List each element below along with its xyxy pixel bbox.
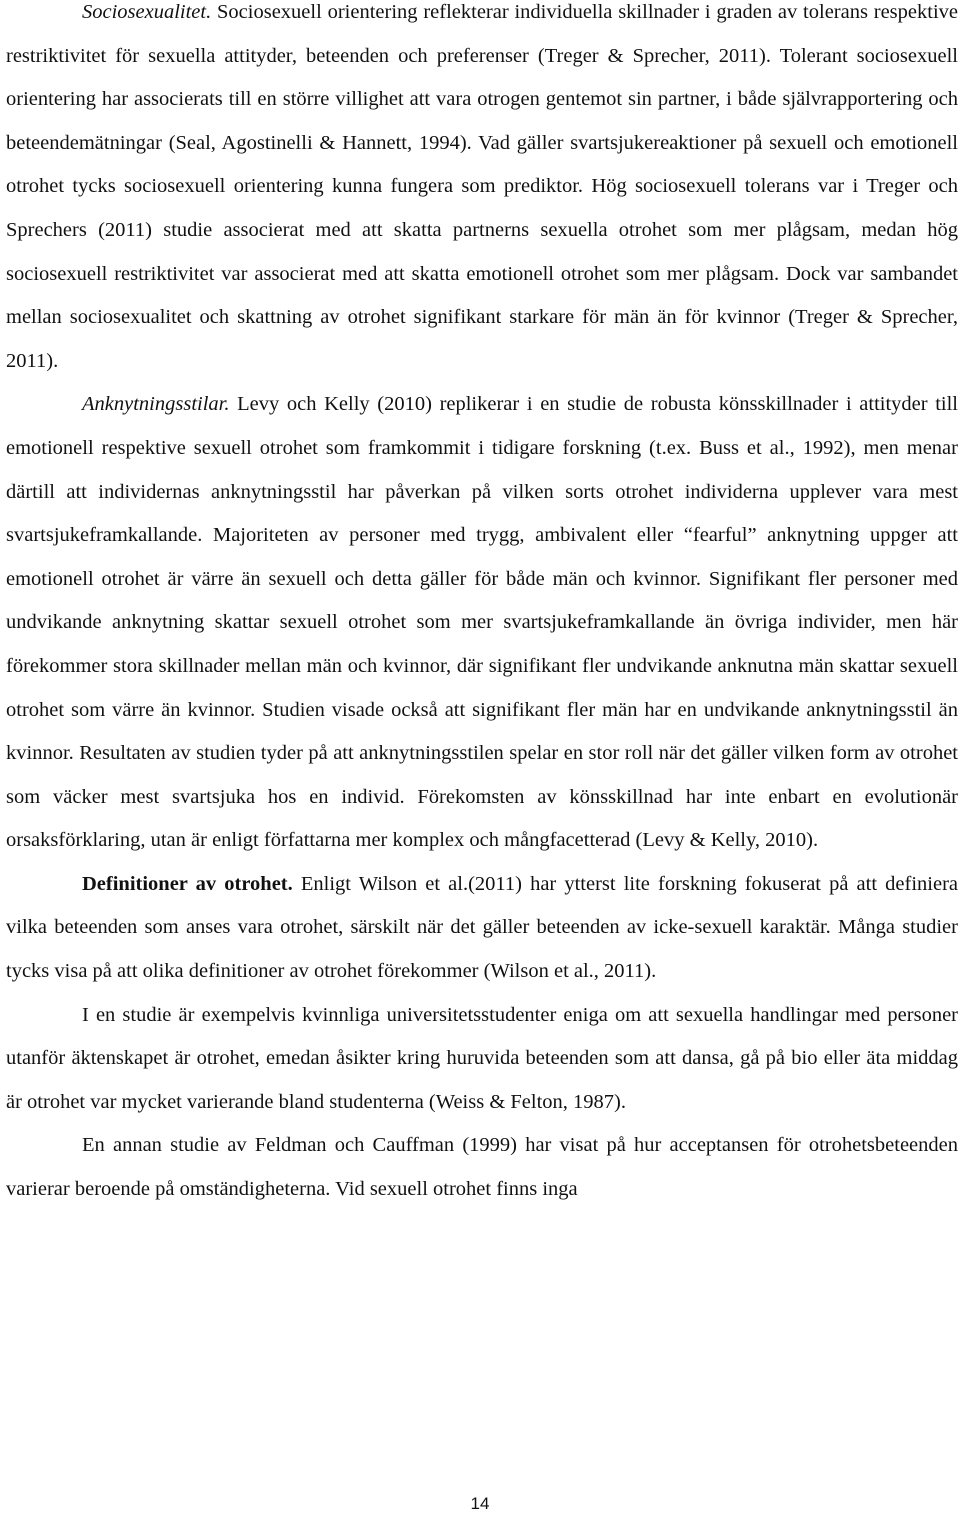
paragraph-heading-sociosexualitet: Sociosexualitet. [82, 1, 212, 23]
page-number: 14 [470, 1494, 490, 1513]
paragraph-feldman-cauffman [6, 1124, 958, 1211]
paragraph-anknytningsstilar [6, 383, 958, 863]
paragraph-text-feldman-cauffman: En annan studie av Feldman och Cauffman (1999) har visat på hur acceptansen för otrohetsbeteenden varierar beroende på omständigheterna. Vid sexuell otrohet finns inga [6, 1134, 958, 1201]
paragraph-text-weiss-felton: I en studie är exempelvis kvinnliga universitetsstudenter eniga om att sexuella handlingar med personer utanför äktenskapet är otrohet, emedan åsikter kring huruvida beteenden som att dansa, gå på bio eller äta middag är otrohet var mycket varierande bland studenterna (Weiss & Felton, 1987). [6, 1003, 958, 1113]
paragraph-text-definitioner: Enligt Wilson et al.(2011) har ytterst lite forskning fokuserat på att definiera vilka beteenden som anses vara otrohet, särskilt när det gäller beteenden av icke-sexuell karaktär. Många studier tycks visa på att olika definitioner av otrohet förekommer (Wilson et al., 2011). [6, 872, 959, 983]
paragraph-heading-anknytningsstilar: Anknytningsstilar. [82, 393, 230, 416]
paragraph-weiss-felton [6, 994, 958, 1125]
paragraph-definitioner [6, 863, 958, 994]
paragraph-sociosexualitet [6, 0, 958, 383]
paragraph-text-sociosexualitet: Sociosexuell orientering reflekterar individuella skillnader i graden av tolerans respektive restriktivitet för sexuella attityder, beteenden och preferenser (Treger & Sprecher, 2011). Tolerant sociosexuell orientering har associerats till en större villighet att vara otrogen gentemot sin partner, i både självrapportering och beteendemätningar (Seal, Agostinelli & Hannett, 1994). Vad gäller svartsjukereaktioner på sexuell och emotionell otrohet tycks sociosexuell orientering kunna fungera som prediktor. Hög sociosexuell tolerans var i Treger och Sprechers (2011) studie associerat med att skatta partnerns sexuella otrohet som mer plågsam, medan hög sociosexuell restriktivitet var associerat med att skatta emotionell otrohet som mer plågsam. Dock var sambandet mellan sociosexualitet och skattning av otrohet signifikant starkare för män än för kvinnor (Treger & Sprecher, 2011). [6, 1, 958, 372]
paragraph-text-anknytningsstilar: Levy och Kelly (2010) replikerar i en studie de robusta könsskillnader i attityder till emotionell respektive sexuell otrohet som framkommit i tidigare forskning (t.ex. Buss et al., 1992), men menar därtill att individernas anknytningsstil har påverkan på vilken sorts otrohet individerna upplever vara mest svartsjukeframkallande. Majoriteten av personer med trygg, ambivalent eller “fearful” anknytning uppger att emotionell otrohet är värre än sexuell och detta gäller för både män och kvinnor. Signifikant fler personer med undvikande anknytning skattar sexuell otrohet som mer svartsjukeframkallande än övriga individer, men här förekommer stora skillnader mellan män och kvinnor, där signifikant fler undvikande anknutna män skattar sexuell otrohet som värre än kvinnor. Studien visade också att signifikant fler män har en undvikande anknytningsstil än kvinnor. Resultaten av studien tyder på att anknytningsstilen spelar en stor roll när det gäller vilken form av otrohet som väcker mest svartsjuka hos en individ. Förekomsten av könsskillnad har inte enbart en evolutionär orsaksförklaring, utan är enligt författarna mer komplex och mångfacetterad (Levy & Kelly, 2010). [6, 393, 958, 852]
document-page [6, 0, 958, 1212]
paragraph-heading-definitioner: Definitioner av otrohet. [82, 872, 293, 895]
